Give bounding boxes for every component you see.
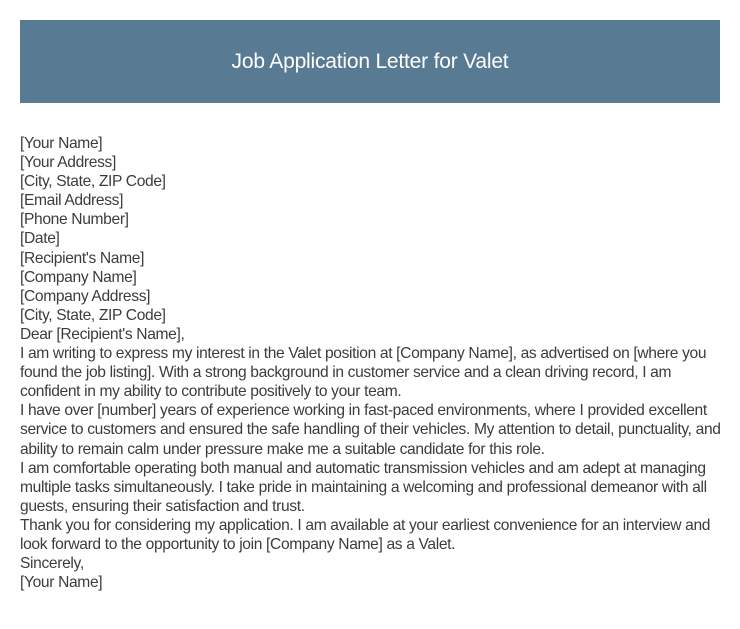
title-banner [20, 20, 720, 103]
recipient-name: [Recipient's Name] [20, 249, 145, 267]
recipient-city-state-zip: [City, State, ZIP Code] [20, 306, 166, 324]
recipient-company: [Company Name] [20, 268, 137, 286]
page-title: Job Application Letter for Valet [231, 49, 509, 73]
letter-body [20, 134, 725, 592]
sender-address: [Your Address] [20, 154, 116, 172]
recipient-company-address: [Company Address] [20, 287, 151, 305]
paragraph-closing: Thank you for considering my application. I am available at your earliest convenience for an interview and look forward to the opportunity to join [Company Name] as a Valet. [20, 516, 711, 553]
paragraph-skills: I am comfortable operating both manual and automatic transmission vehicles and am adept at managing multiple tasks simultaneously. I take pride in maintaining a welcoming and professional demeanor with all guests, ensuring their satisfaction and trust. [20, 459, 707, 515]
sender-name: [Your Name] [20, 135, 103, 152]
sender-email: [Email Address] [20, 192, 124, 210]
salutation: Dear [Recipient's Name], [20, 325, 185, 343]
sender-phone: [Phone Number] [20, 211, 129, 229]
sender-city-state-zip: [City, State, ZIP Code] [20, 173, 166, 191]
signature: [Your Name] [20, 574, 103, 592]
paragraph-intro: I am writing to express my interest in the Valet position at [Company Name], as advertised on [where you found the job listing]. With a strong background in customer service and a clean driving record, I am confident in my ability to contribute positively to your team. [20, 345, 707, 401]
letter-date: [Date] [20, 230, 60, 248]
closing: Sincerely, [20, 555, 84, 573]
paragraph-experience: I have over [number] years of experience working in fast-paced environments, where I provided excellent service to customers and ensured the safe handling of their vehicles. My attention to detail, punctuality, and ability to remain calm under pressure make me a suitable candidate for this role. [20, 402, 721, 458]
